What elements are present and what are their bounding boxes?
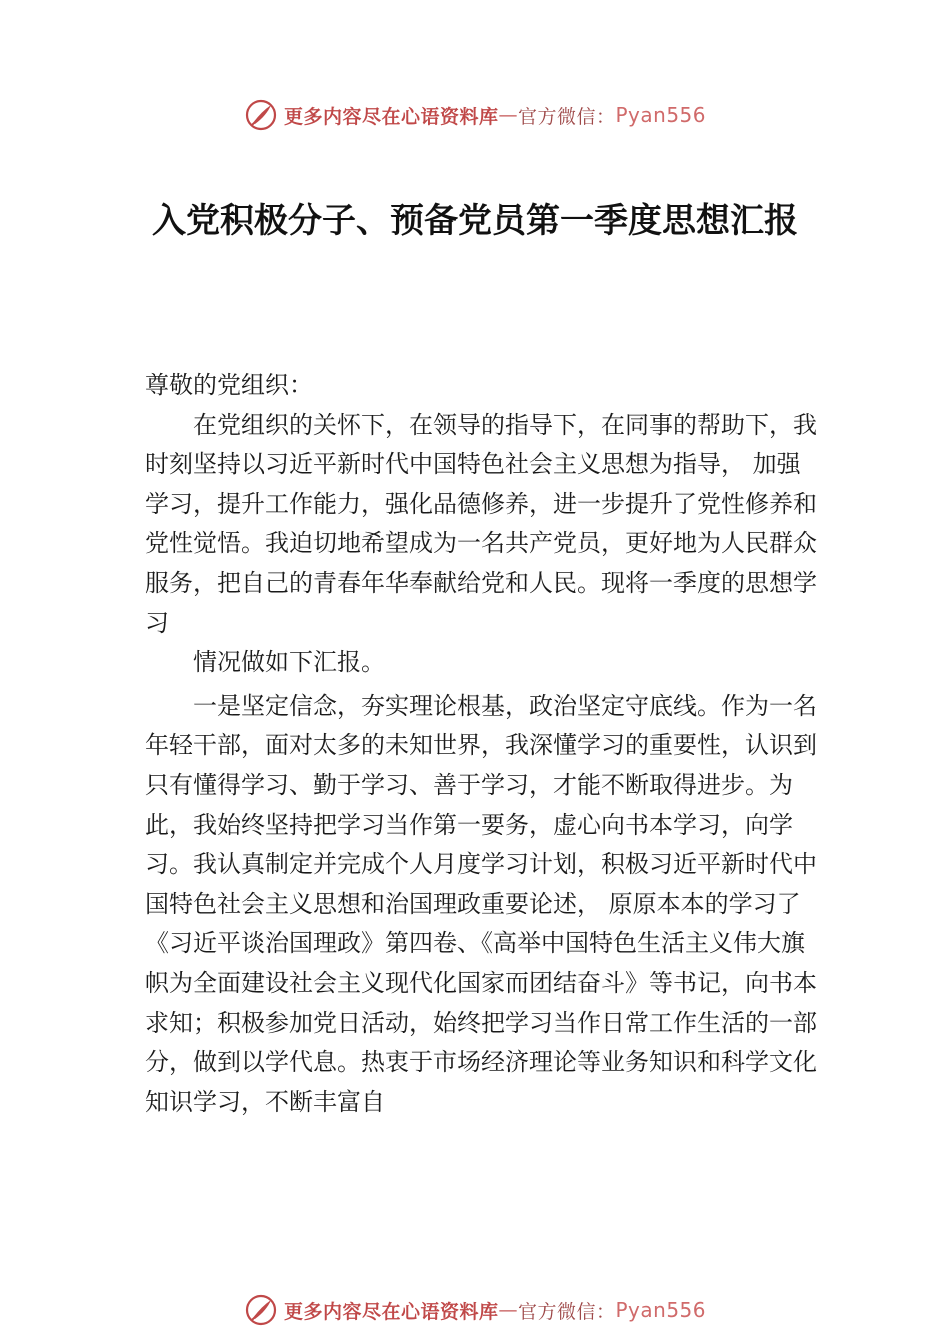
watermark-dash: — <box>498 104 518 126</box>
paragraph-point-one: 一是坚定信念，夯实理论根基，政治坚定守底线。作为一名年轻干部，面对太多的未知世界，我深懂学习的重要性，认识到只有懂得学习、勤于学习、善于学习，才能不断取得进步。为此，我始终坚持把学习当作第一要务，虚心向书本学习，向学习。我认真制定并完成个人月度学习计划，积极习近平新时代中国特色社会主义思想和治国理政重要论述， 原原本本的学习了《习近平谈治国理政》第四卷、《高举中国特色生活主义伟大旗帜为全面建设社会主义现代化国家而团结奋斗》等书记，向书本求知；积极参加党日活动，始终把学习当作日常工作生活的一部分，做到以学代息。热衷于市场经济理论等业务知识和科学文化知识学习，不断丰富自 <box>145 691 817 1116</box>
header-watermark <box>0 95 950 135</box>
quill-pen-logo-icon <box>244 1293 278 1327</box>
watermark-label: 官方微信： <box>517 105 616 128</box>
watermark-dash: — <box>498 1299 518 1321</box>
watermark-brand: 更多内容尽在心语资料库 <box>283 105 499 128</box>
watermark-wechat-id: Pyan556 <box>615 1298 707 1322</box>
watermark-wechat-id: Pyan556 <box>615 103 707 127</box>
watermark-brand: 更多内容尽在心语资料库 <box>283 1300 499 1323</box>
document-body <box>145 366 820 1122</box>
paragraph-report-line: 情况做如下汇报。 <box>193 648 385 677</box>
paragraph-intro: 在党组织的关怀下，在领导的指导下，在同事的帮助下，我时刻坚持以习近平新时代中国特色社会主义思想为指导， 加强学习，提升工作能力，强化品德修养，进一步提升了党性修养和党性觉悟。我迫切地希望成为一名共产党员，更好地为人民群众服务，把自己的青春年华奉献给党和人民。现将一季度的思想学习 <box>145 410 817 637</box>
quill-pen-logo-icon <box>244 98 278 132</box>
salutation: 尊敬的党组织： <box>145 371 313 399</box>
document-title: 入党积极分子、预备党员第一季度思想汇报 <box>152 201 798 241</box>
watermark-label: 官方微信： <box>517 1300 616 1323</box>
footer-watermark <box>0 1290 950 1330</box>
